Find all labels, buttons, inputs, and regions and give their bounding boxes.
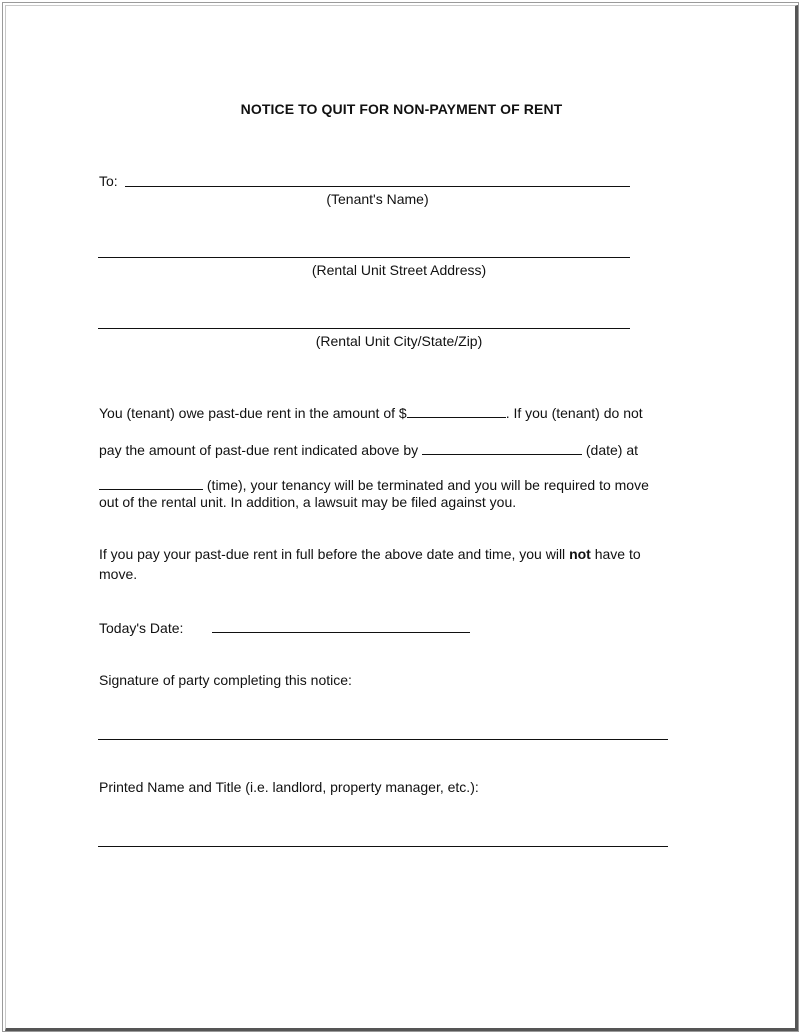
rent-amount-blank[interactable] xyxy=(407,403,506,418)
city-state-zip-line[interactable] xyxy=(98,328,630,329)
tenant-name-line[interactable] xyxy=(125,186,630,187)
printed-name-line[interactable] xyxy=(98,846,668,847)
time-paragraph-line xyxy=(99,475,649,493)
move-word: move. xyxy=(99,566,138,582)
due-time-blank[interactable] xyxy=(99,475,203,490)
printed-name-label: Printed Name and Title (i.e. landlord, property manager, etc.): xyxy=(99,779,479,795)
pay-in-full-line xyxy=(99,546,641,562)
pay-text-start: pay the amount of past-due rent indicated above by xyxy=(99,442,419,458)
street-address-line[interactable] xyxy=(98,257,630,258)
signature-line[interactable] xyxy=(98,739,668,740)
todays-date-label: Today's Date: xyxy=(99,620,184,636)
signature-label: Signature of party completing this notice: xyxy=(99,672,352,688)
pay-in-full-text-start: If you pay your past-due rent in full before the above date and time, you will xyxy=(99,546,570,562)
due-date-blank[interactable] xyxy=(422,440,582,455)
todays-date-line[interactable] xyxy=(212,632,470,633)
street-address-caption: (Rental Unit Street Address) xyxy=(311,262,487,278)
city-state-zip-caption: (Rental Unit City/State/Zip) xyxy=(315,333,483,349)
pay-in-full-bold: not xyxy=(569,546,591,562)
lawsuit-line: out of the rental unit. In addition, a lawsuit may be filed against you. xyxy=(99,494,517,510)
owe-text-start: You (tenant) owe past-due rent in the amount of $ xyxy=(99,405,407,421)
to-label: To: xyxy=(99,173,118,189)
tenant-name-caption: (Tenant's Name) xyxy=(326,191,429,207)
owe-paragraph-line xyxy=(99,403,643,421)
document-title: NOTICE TO QUIT FOR NON-PAYMENT OF RENT xyxy=(240,101,563,117)
pay-in-full-text-end: have to xyxy=(590,546,641,562)
page-shadow-border xyxy=(5,5,798,1031)
pay-paragraph-line xyxy=(99,440,638,458)
pay-text-end: (date) at xyxy=(585,442,639,458)
time-text: (time), your tenancy will be terminated and you will be required to move xyxy=(206,477,649,493)
owe-text-end: . If you (tenant) do not xyxy=(505,405,643,421)
